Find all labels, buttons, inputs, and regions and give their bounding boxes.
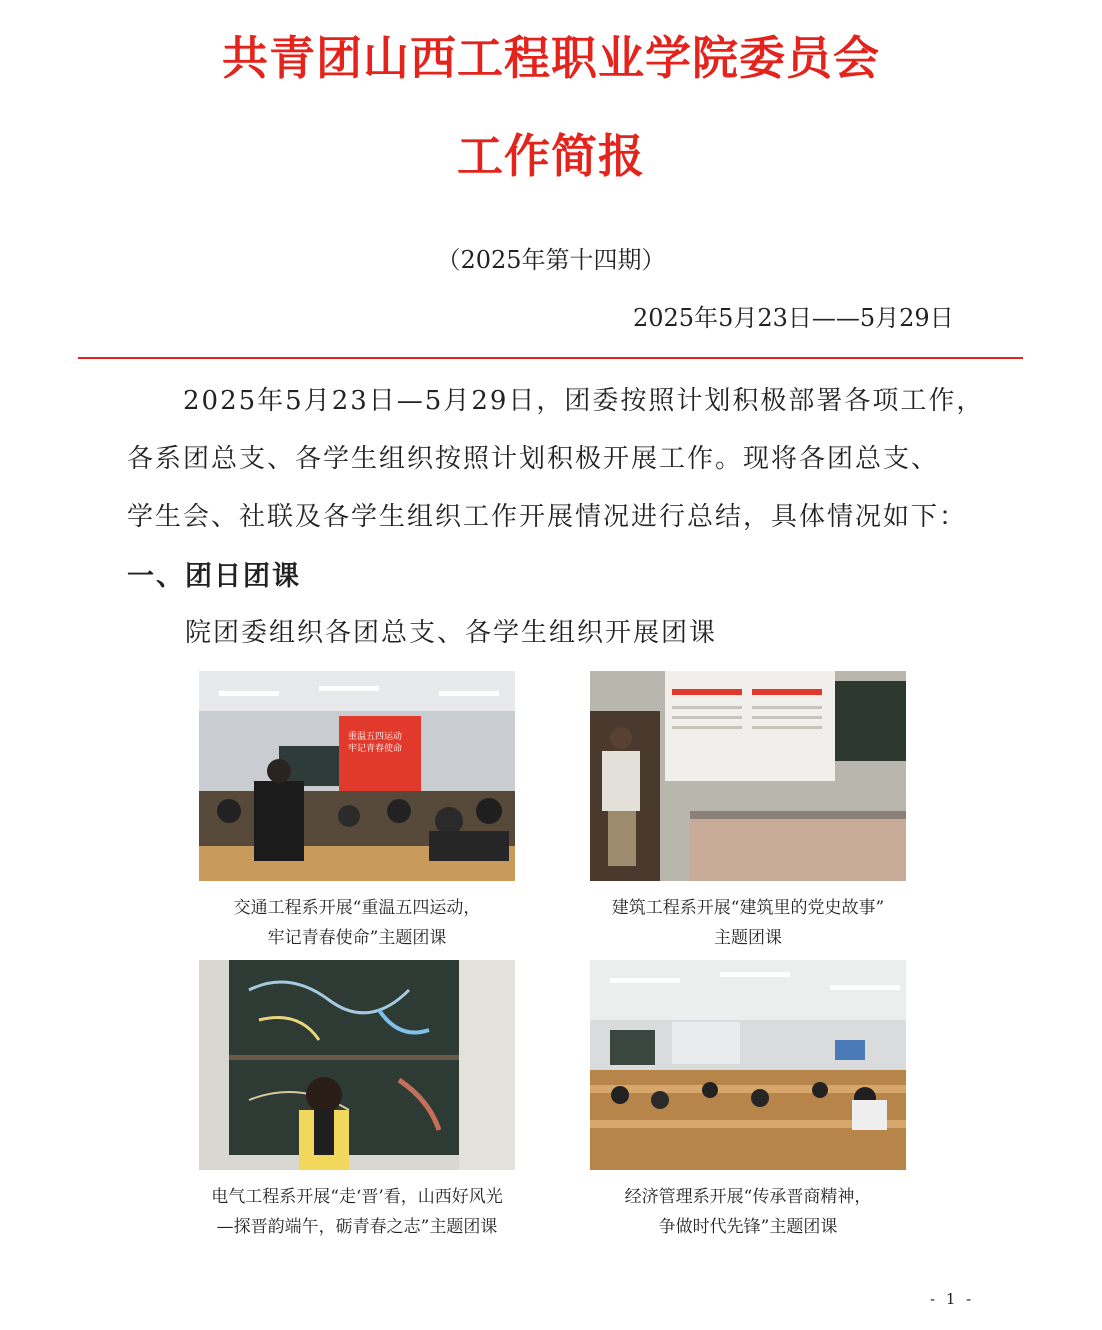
intro-paragraph — [127, 372, 987, 546]
caption-2-line-2: 主题团课 — [714, 928, 782, 948]
photo-caption-1 — [190, 893, 524, 953]
slide-text-line-2: 牢记青春使命 — [348, 744, 403, 754]
photo-architecture-engineering — [590, 671, 906, 881]
caption-1-line-2: 牢记青春使命”主题团课 — [267, 928, 447, 948]
issue-number: （2025年第十四期） — [436, 246, 666, 274]
caption-3-line-2: —探晋韵端午，砺青春之志”主题团课 — [216, 1217, 498, 1237]
intro-line-2: 各系团总支、各学生组织按照计划积极开展工作。现将各团总支、 — [127, 444, 940, 474]
caption-2-line-1: 建筑工程系开展“建筑里的党史故事” — [611, 898, 885, 918]
page-number: - 1 - — [930, 1290, 975, 1308]
doc-title: 工作简报 — [457, 129, 645, 183]
caption-4-line-2: 争做时代先锋”主题团课 — [658, 1217, 838, 1237]
caption-1-line-1: 交通工程系开展“重温五四运动， — [233, 898, 481, 918]
section-text: 院团委组织各团总支、各学生组织开展团课 — [185, 618, 718, 648]
intro-line-3: 学生会、社联及各学生组织工作开展情况进行总结，具体情况如下： — [127, 502, 968, 532]
photo-electrical-engineering — [199, 960, 515, 1170]
photo-traffic-engineering — [199, 671, 515, 881]
photo-caption-3 — [150, 1182, 564, 1242]
org-title: 共青团山西工程职业学院委员会 — [222, 31, 880, 85]
red-divider — [78, 357, 1023, 359]
section-heading: 一、团日团课 — [127, 561, 301, 592]
photo-economics-management — [590, 960, 906, 1170]
caption-3-line-1: 电气工程系开展“走‘晋’看，山西好风光 — [211, 1187, 503, 1207]
slide-text-line-1: 重温五四运动 — [348, 732, 403, 742]
photo-caption-4 — [580, 1182, 916, 1242]
intro-line-1: 2025年5月23日—5月29日，团委按照计划积极部署各项工作， — [183, 386, 985, 416]
photo-caption-2 — [570, 893, 926, 953]
date-range: 2025年5月23日——5月29日 — [633, 304, 954, 332]
caption-4-line-1: 经济管理系开展“传承晋商精神， — [624, 1187, 872, 1207]
